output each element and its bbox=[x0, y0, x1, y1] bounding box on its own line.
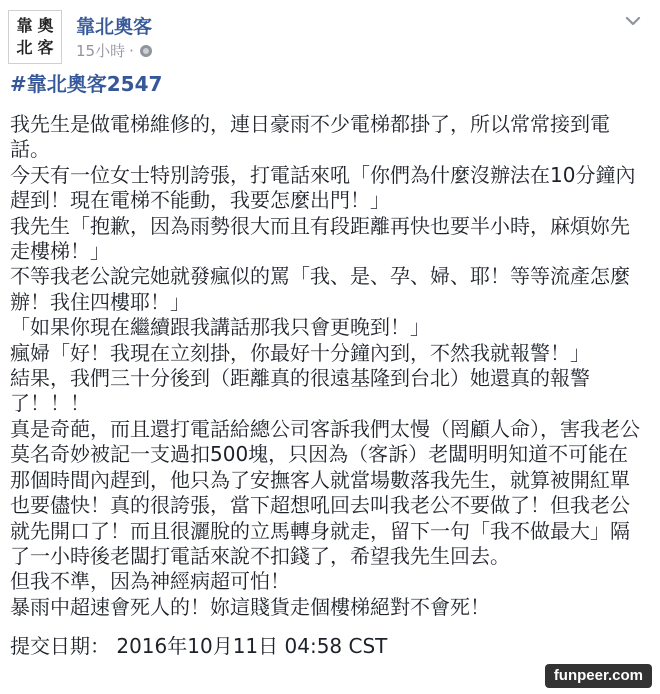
post-paragraph: 不等我老公說完她就發瘋似的罵「我、是、孕、婦、耶！等等流產怎麼辦！我住四樓耶！」 bbox=[10, 264, 630, 314]
avatar-char: 奧 bbox=[37, 16, 54, 35]
post-paragraph: 瘋婦「好！我現在立刻掛，你最好十分鐘內到，不然我就報警！」 bbox=[10, 340, 590, 365]
hashtag-link[interactable]: #靠北奧客2547 bbox=[10, 72, 163, 96]
avatar[interactable] bbox=[8, 10, 62, 64]
globe-icon bbox=[140, 45, 152, 57]
avatar-char: 北 bbox=[16, 38, 33, 57]
avatar-char: 客 bbox=[37, 38, 54, 57]
post-paragraph: 暴雨中超速會死人的！妳這賤貨走個樓梯絕對不會死！ bbox=[10, 594, 490, 619]
post-paragraph: 我先生是做電梯維修的，連日豪雨不少電梯都掛了，所以常常接到電話。 bbox=[10, 112, 610, 162]
post-meta bbox=[76, 40, 152, 61]
meta-separator: · bbox=[129, 41, 134, 60]
post-paragraph: 結果，我們三十分後到（距離真的很遠基隆到台北）她還真的報警了！！！ bbox=[10, 366, 590, 416]
post-paragraph: 真是奇葩，而且還打電話給總公司客訴我們太慢（罔顧人命），害我老公莫名奇妙被記一支過扣500塊，只因為（客訴）老闆明明知道不可能在那個時間內趕到，他只為了安撫客人就當場數落我先生，就算被開紅單也要儘快！真的很誇張，當下超想吼回去叫我老公不要做了！但我老公就先開口了！而且很灑脫的立馬轉身就走，留下一句「我不做最大」隔了一小時後老闆打電話來說不扣錢了，希望我先生回去。 bbox=[10, 416, 640, 568]
post-paragraph: 「如果你現在繼續跟我講話那我只會更晚到！」 bbox=[10, 315, 430, 340]
post-paragraph: 我先生「抱歉，因為雨勢很大而且有段距離再快也要半小時，麻煩妳先走樓梯！」 bbox=[10, 213, 630, 264]
post-paragraph: 今天有一位女士特別誇張，打電話來吼「你們為什麼沒辦法在10分鐘內趕到！現在電梯不能動，我要怎麼出門！」 bbox=[10, 162, 636, 213]
chevron-down-icon[interactable] bbox=[624, 12, 642, 30]
submit-date: 提交日期： 2016年10月11日 04:58 CST bbox=[10, 634, 388, 659]
watermark: funpeer.com bbox=[545, 664, 652, 688]
post-header bbox=[8, 10, 648, 66]
avatar-char: 靠 bbox=[16, 16, 33, 35]
timestamp-link[interactable]: 15小時 bbox=[76, 42, 126, 60]
page-name-link[interactable]: 靠北奧客 bbox=[76, 16, 153, 38]
post-body bbox=[10, 70, 640, 660]
post-paragraph: 但我不準，因為神經病超可怕！ bbox=[10, 569, 290, 594]
